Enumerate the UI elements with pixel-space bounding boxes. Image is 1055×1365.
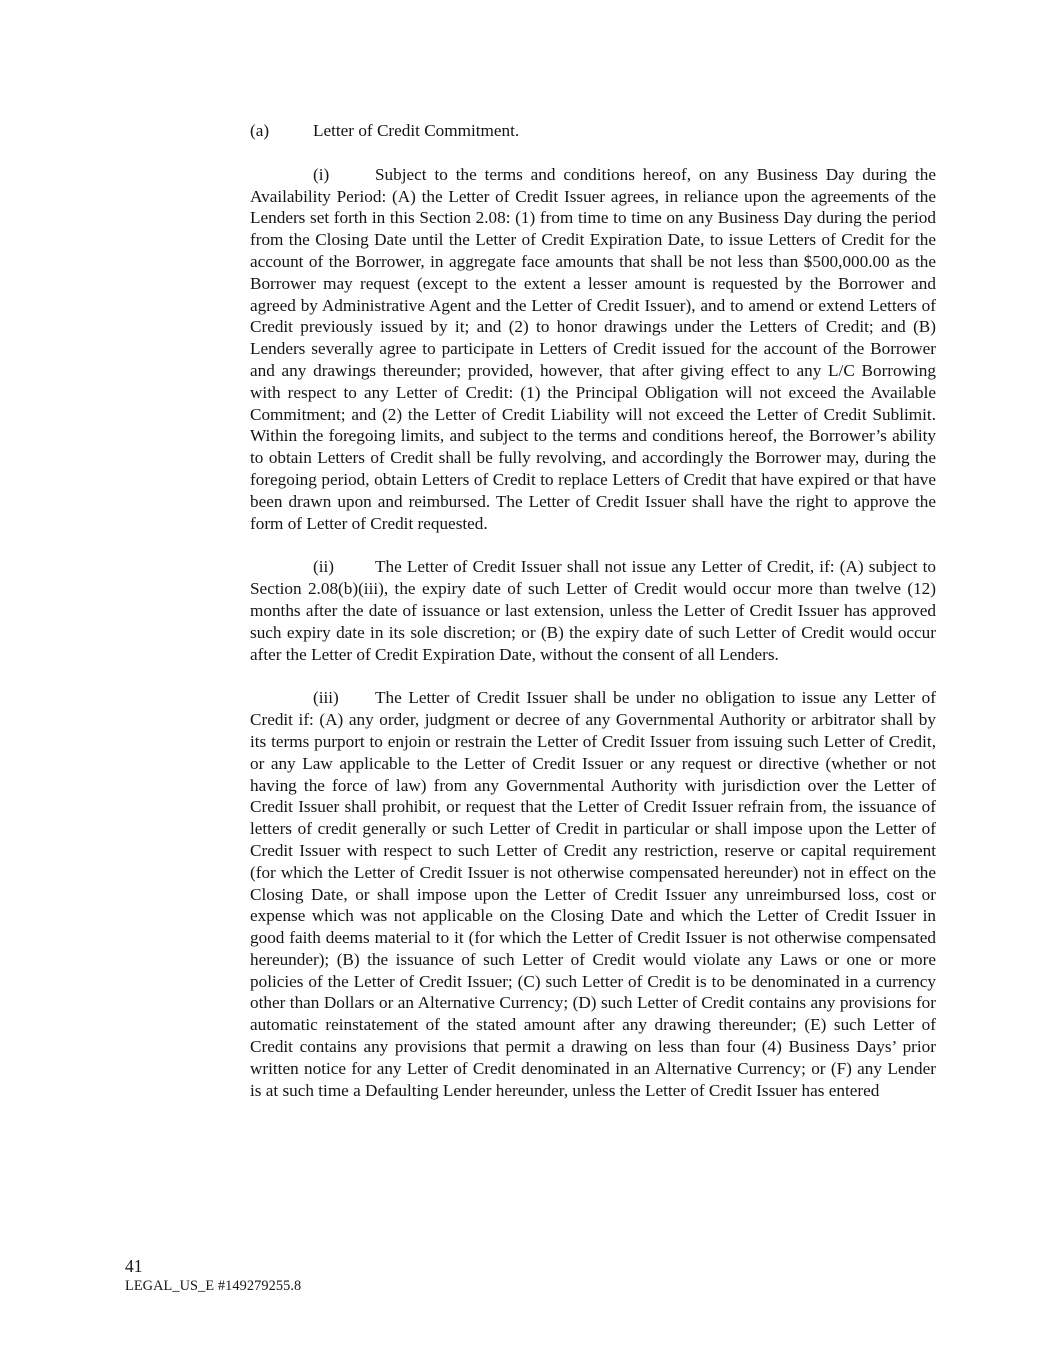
page-footer: [125, 1255, 301, 1295]
section-heading: [250, 120, 936, 142]
paragraph-iii-text: The Letter of Credit Issuer shall be under no obligation to issue any Letter of Credit if: (A) any order, judgment or decree of any Governmental Authority or arbitrator shall by its terms purport to enjoin or restrain the Letter of Credit Issuer from issuing such Letter of Credit, or any Law applicable to the Letter of Credit Issuer or any request or directive (whether or not having the force of law) from any Governmental Authority with jurisdiction over the Letter of Credit Issuer shall prohibit, or request that the Letter of Credit Issuer refrain from, the issuance of letters of credit generally or such Letter of Credit in particular or shall impose upon the Letter of Credit Issuer with respect to such Letter of Credit any restriction, reserve or capital requirement (for which the Letter of Credit Issuer is not otherwise compensated hereunder) not in effect on the Closing Date, or shall impose upon the Letter of Credit Issuer any unreimbursed loss, cost or expense which was not applicable on the Closing Date and which the Letter of Credit Issuer in good faith deems material to it (for which the Letter of Credit Issuer is not otherwise compensated hereunder); (B) the issuance of such Letter of Credit would violate any Laws or one or more policies of the Letter of Credit Issuer; (C) such Letter of Credit is to be denominated in a currency other than Dollars or an Alternative Currency; (D) such Letter of Credit contains any provisions for automatic reinstatement of the stated amount after any drawing thereunder; (E) such Letter of Credit contains any provisions that permit a drawing on less than four (4) Business Days’ prior written notice for any Letter of Credit denominated in an Alternative Currency; or (F) any Lender is at such time a Defaulting Lender hereunder, unless the Letter of Credit Issuer has entered: [250, 688, 936, 1100]
paragraph-i-text: Subject to the terms and conditions hereof, on any Business Day during the Availability Period: (A) the Letter of Credit Issuer agrees, in reliance upon the agreements of the Lenders set forth in this Section 2.08: (1) from time to time on any Business Day during the period from the Closing Date until the Letter of Credit Expiration Date, to issue Letters of Credit for the account of the Borrower, in aggregate face amounts that shall be not less than $500,000.00 as the Borrower may request (except to the extent a lesser amount is requested by the Borrower and agreed by Administrative Agent and the Letter of Credit Issuer), and to amend or extend Letters of Credit previously issued by it; and (2) to honor drawings under the Letters of Credit; and (B) Lenders severally agree to participate in Letters of Credit issued for the account of the Borrower and any drawings thereunder; provided, however, that after giving effect to any L/C Borrowing with respect to any Letter of Credit: (1) the Principal Obligation will not exceed the Available Commitment; and (2) the Letter of Credit Liability will not exceed the Letter of Credit Sublimit. Within the foregoing limits, and subject to the terms and conditions hereof, the Borrower’s ability to obtain Letters of Credit shall be fully revolving, and accordingly the Borrower may, during the foregoing period, obtain Letters of Credit to replace Letters of Credit that have expired or that have been drawn upon and reimbursed. The Letter of Credit Issuer shall have the right to approve the form of Letter of Credit requested.: [250, 164, 936, 533]
document-body: [250, 120, 936, 1123]
paragraph-ii: [250, 556, 936, 665]
section-title: Letter of Credit Commitment.: [313, 121, 520, 140]
paragraph-iii-marker: (iii): [313, 688, 339, 708]
paragraph-i: [250, 164, 936, 535]
paragraph-i-marker: (i): [313, 164, 330, 184]
document-id: LEGAL_US_E #149279255.8: [125, 1278, 302, 1294]
paragraph-ii-text: The Letter of Credit Issuer shall not issue any Letter of Credit, if: (A) subject to Section 2.08(b)(iii), the expiry date of such Letter of Credit would occur more than twelve (12) months after the date of issuance or last extension, unless the Letter of Credit Issuer has approved such expiry date in its sole discretion; or (B) the expiry date of such Letter of Credit would occur after the Letter of Credit Expiration Date, without the consent of all Lenders.: [250, 557, 936, 664]
section-marker: (a): [250, 121, 270, 140]
paragraph-iii: [250, 687, 936, 1101]
paragraph-ii-marker: (ii): [313, 557, 334, 577]
page-number: 41: [125, 1256, 143, 1276]
